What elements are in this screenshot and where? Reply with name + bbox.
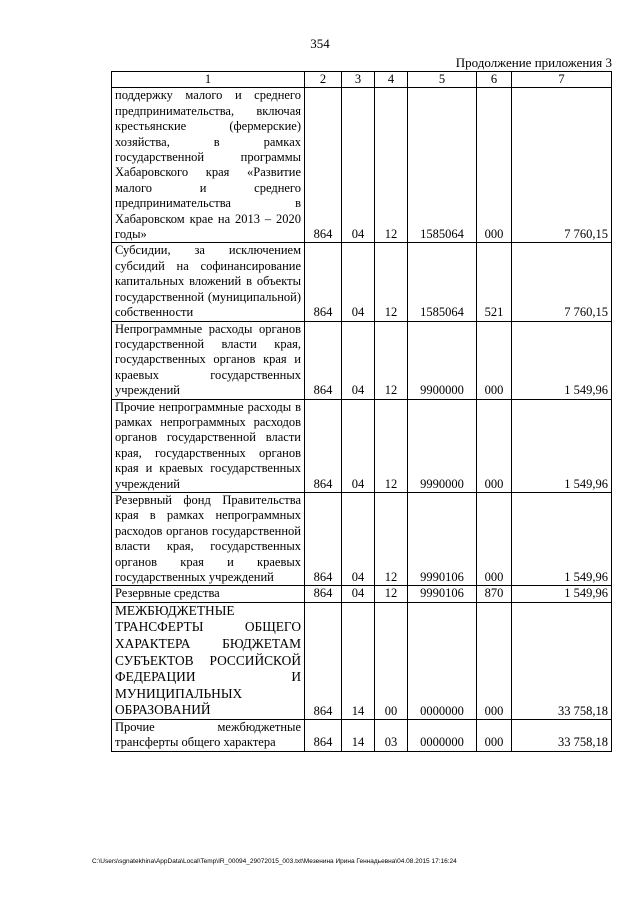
target-article-cell: 9990106 (408, 586, 477, 602)
table-row (112, 719, 612, 751)
column-header-7: 7 (512, 72, 612, 88)
row-name-cell: Прочие непрограммные расходы в рамках непрограммных расходов органов государственной власти края, государственных органов края и краевых государственных учреждений (112, 399, 305, 492)
expense-type-cell: 521 (477, 243, 512, 321)
row-name-cell: Субсидии, за исключением субсидий на софинансирование капитальных вложений в объекты государственной (муниципальной) собственности (112, 243, 305, 321)
row-name-cell: МЕЖБЮДЖЕТНЫЕ ТРАНСФЕРТЫ ОБЩЕГО ХАРАКТЕРА БЮДЖЕТАМ СУБЪЕКТОВ РОССИЙСКОЙ ФЕДЕРАЦИИ И МУНИЦИПАЛЬНЫХ ОБРАЗОВАНИЙ (112, 602, 305, 719)
section-cell: 04 (342, 88, 375, 243)
expense-type-cell: 000 (477, 88, 512, 243)
table-row (112, 602, 612, 719)
continuation-label: Продолжение приложения 3 (455, 55, 612, 70)
expense-type-cell: 870 (477, 586, 512, 602)
section-cell: 04 (342, 321, 375, 399)
column-header-6: 6 (477, 72, 512, 88)
subsection-cell: 12 (375, 492, 408, 585)
target-article-cell: 1585064 (408, 88, 477, 243)
section-cell: 04 (342, 399, 375, 492)
target-article-cell: 9990000 (408, 399, 477, 492)
gr-code-cell: 864 (305, 399, 342, 492)
expense-type-cell: 000 (477, 602, 512, 719)
subsection-cell: 12 (375, 88, 408, 243)
expense-type-cell: 000 (477, 719, 512, 751)
amount-cell: 1 549,96 (512, 399, 612, 492)
table-row (112, 399, 612, 492)
target-article-cell: 9990106 (408, 492, 477, 585)
subsection-cell: 12 (375, 243, 408, 321)
column-header-5: 5 (408, 72, 477, 88)
amount-cell: 33 758,18 (512, 602, 612, 719)
subsection-cell: 12 (375, 399, 408, 492)
column-header-1: 1 (112, 72, 305, 88)
amount-cell: 1 549,96 (512, 586, 612, 602)
header-row (112, 72, 612, 88)
amount-cell: 33 758,18 (512, 719, 612, 751)
target-article-cell: 0000000 (408, 719, 477, 751)
section-cell: 04 (342, 586, 375, 602)
gr-code-cell: 864 (305, 586, 342, 602)
gr-code-cell: 864 (305, 719, 342, 751)
row-name-cell: Непрограммные расходы органов государственной власти края, государственных органов края и краевых государственных учреждений (112, 321, 305, 399)
expense-type-cell: 000 (477, 399, 512, 492)
table-header (112, 72, 612, 88)
column-header-2: 2 (305, 72, 342, 88)
gr-code-cell: 864 (305, 492, 342, 585)
row-name-cell: поддержку малого и среднего предпринимательства, включая крестьянские (фермерские) хозяйства, в рамках государственной программы Хабаровского края «Развитие малого и среднего предпринимательства в Хабаровском крае на 2013 – 2020 годы» (112, 88, 305, 243)
subsection-cell: 12 (375, 586, 408, 602)
table-body (112, 88, 612, 751)
column-header-4: 4 (375, 72, 408, 88)
target-article-cell: 0000000 (408, 602, 477, 719)
subsection-cell: 12 (375, 321, 408, 399)
page-number: 354 (310, 36, 330, 51)
section-cell: 04 (342, 492, 375, 585)
file-path-footer: C:\Users\sgnatekhina\AppData\Local\Temp\IR_00094_29072015_003.txt\Мезенина Ирина Геннадьевна\04.08.2015 17:16:24 (92, 858, 457, 865)
table-row (112, 492, 612, 585)
amount-cell: 7 760,15 (512, 88, 612, 243)
row-name-cell: Резервный фонд Правительства края в рамках непрограммных расходов органов государственной власти края, государственных органов края и краевых государственных учреждений (112, 492, 305, 585)
row-name-cell: Резервные средства (112, 586, 305, 602)
table-row (112, 243, 612, 321)
expense-type-cell: 000 (477, 492, 512, 585)
section-cell: 14 (342, 719, 375, 751)
table-row (112, 586, 612, 602)
gr-code-cell: 864 (305, 88, 342, 243)
amount-cell: 7 760,15 (512, 243, 612, 321)
expense-type-cell: 000 (477, 321, 512, 399)
table-row (112, 321, 612, 399)
amount-cell: 1 549,96 (512, 321, 612, 399)
row-name-cell: Прочие межбюджетные трансферты общего характера (112, 719, 305, 751)
subsection-cell: 03 (375, 719, 408, 751)
section-cell: 14 (342, 602, 375, 719)
gr-code-cell: 864 (305, 243, 342, 321)
gr-code-cell: 864 (305, 321, 342, 399)
table-row (112, 88, 612, 243)
section-cell: 04 (342, 243, 375, 321)
budget-table (111, 71, 612, 752)
subsection-cell: 00 (375, 602, 408, 719)
target-article-cell: 9900000 (408, 321, 477, 399)
gr-code-cell: 864 (305, 602, 342, 719)
target-article-cell: 1585064 (408, 243, 477, 321)
column-header-3: 3 (342, 72, 375, 88)
amount-cell: 1 549,96 (512, 492, 612, 585)
